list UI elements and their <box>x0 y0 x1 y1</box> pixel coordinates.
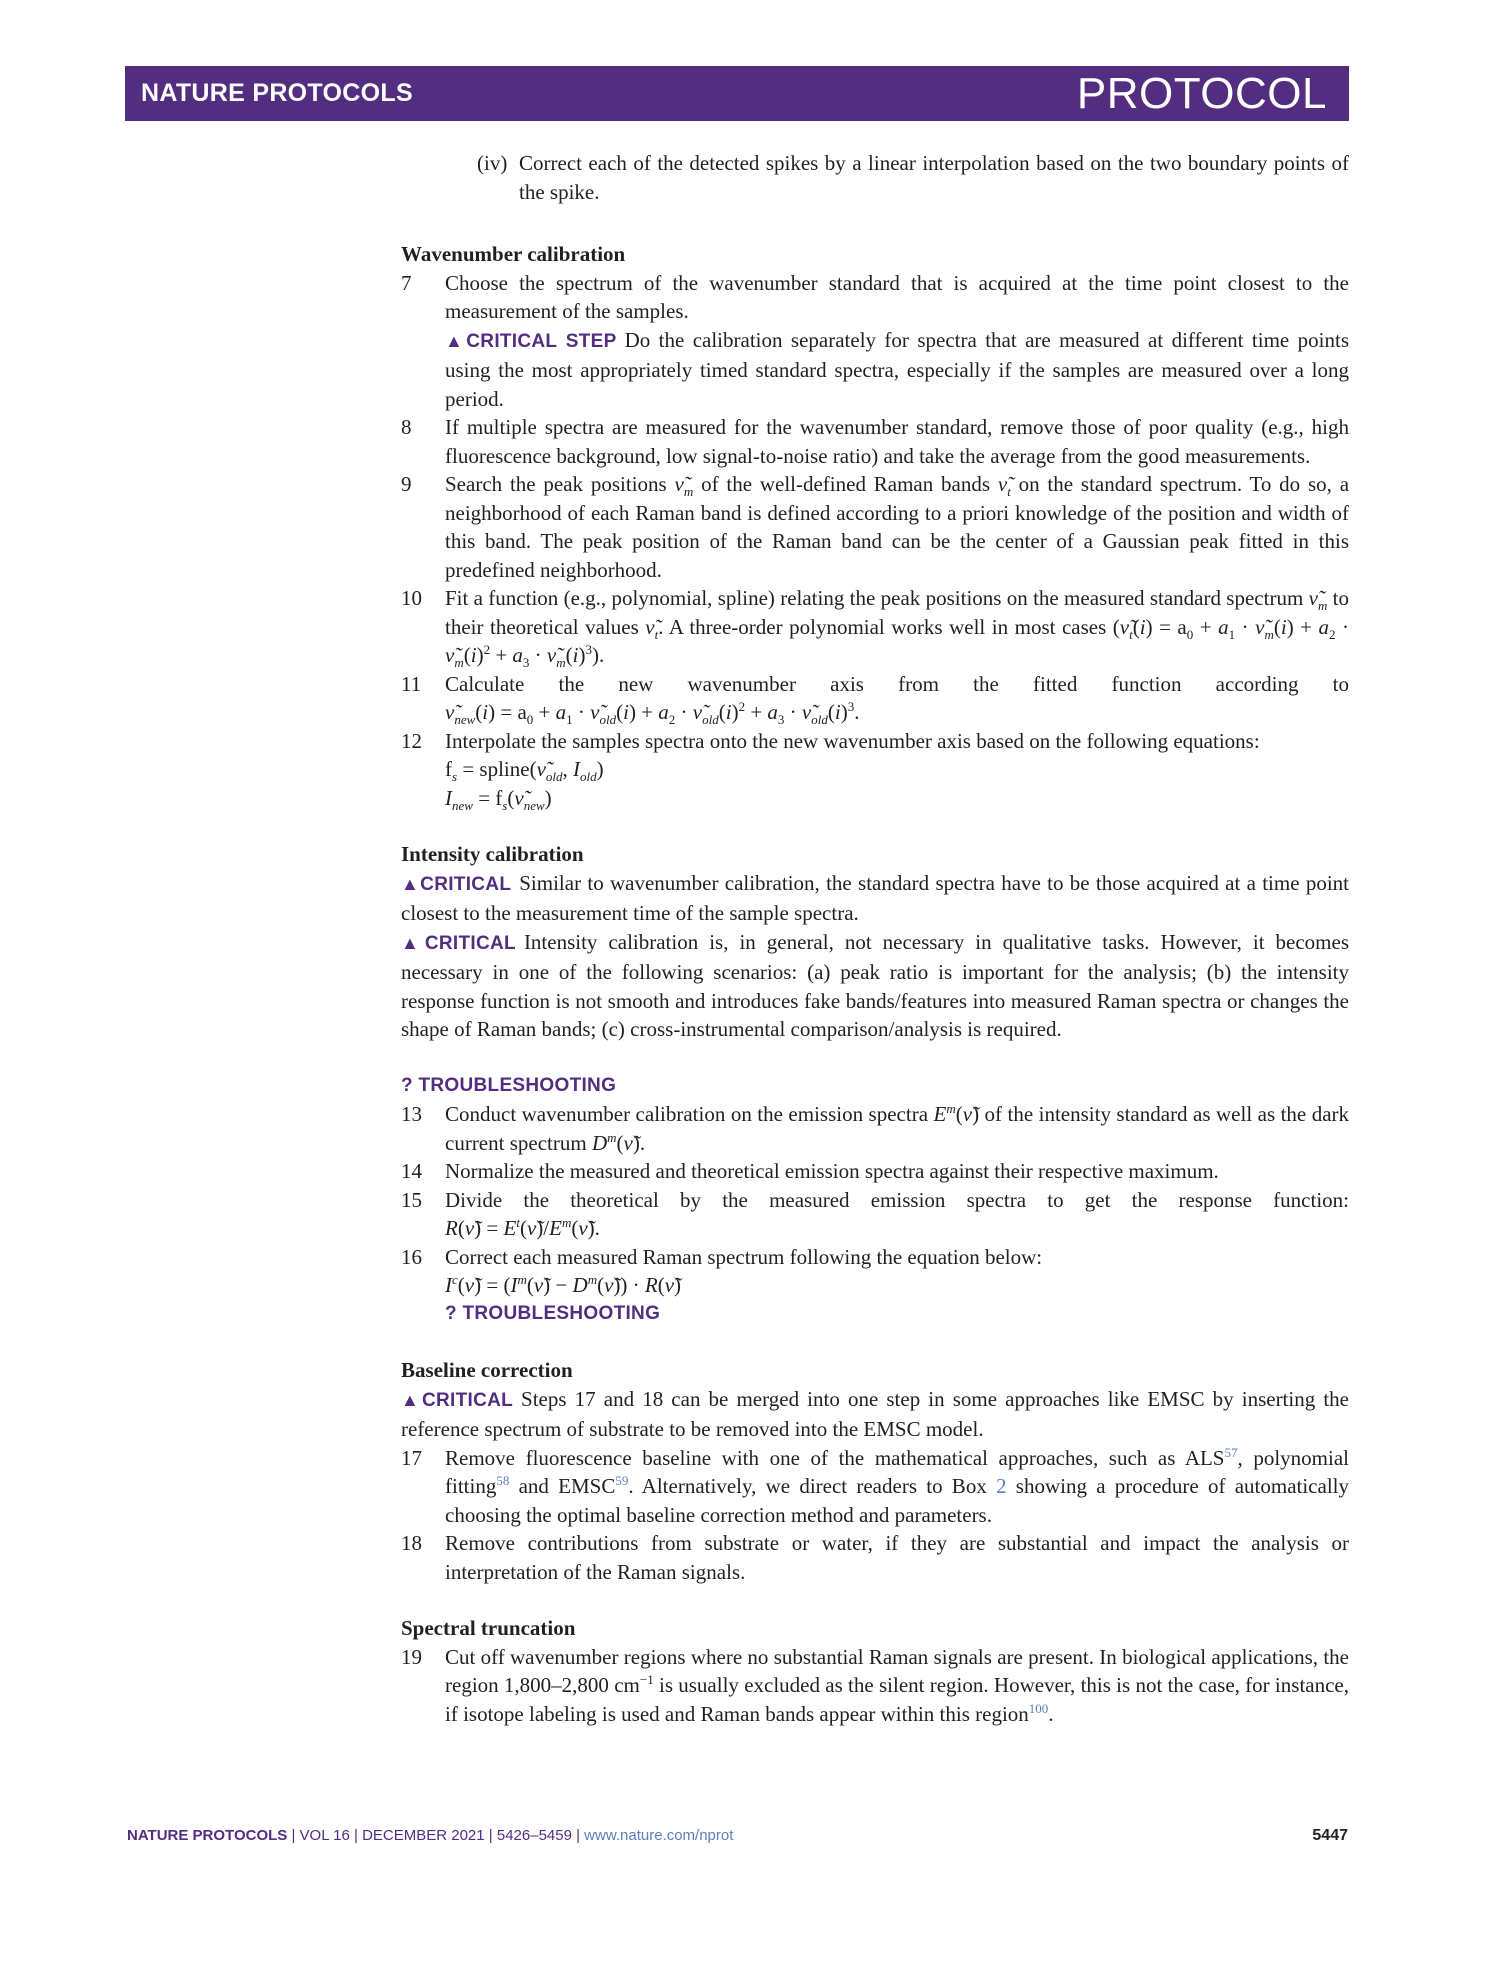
footer-issue-info: VOL 16 | DECEMBER 2021 | 5426–5459 | <box>299 1827 585 1844</box>
step-text: Cut off wavenumber regions where no substantial Raman signals are present. In biological applications, the region 1,800–2,800 $cm^{-1}$ is usually excluded as the silent region. However, this is not the case, for instance, if isotope labeling is used and Raman bands appear within this region$^{100}$. <box>445 1644 1349 1726</box>
section-title-wavenumber: Wavenumber calibration <box>401 242 626 266</box>
step-number: 16 <box>401 1244 422 1269</box>
step-text: Remove contributions from substrate or water, if they are substantial and impact the analysis or interpretation of the Raman signals. <box>445 1531 1349 1584</box>
article-type: PROTOCOL <box>1076 69 1327 118</box>
step-number: 17 <box>401 1445 422 1470</box>
step-14 <box>401 1157 1349 1186</box>
step-number: 19 <box>401 1644 422 1669</box>
step-text: If multiple spectra are measured for the wavenumber standard, remove those of poor quality (e.g., high fluorescence background, low signal-to-noise ratio) and take the average from the good measurements. <box>445 415 1349 468</box>
footer-url-link[interactable]: www.nature.com/nprot <box>584 1827 734 1844</box>
journal-name: NATURE PROTOCOLS <box>141 79 413 107</box>
citation-59[interactable]: 59 <box>615 1473 629 1488</box>
step-18 <box>401 1529 1349 1586</box>
citation-100[interactable]: 100 <box>1028 1700 1049 1716</box>
page-body <box>401 149 1349 1728</box>
step-13 <box>401 1100 1349 1157</box>
step-number: 13 <box>401 1102 422 1126</box>
step-19 <box>401 1643 1349 1729</box>
step-text: Normalize the measured and theoretical emission spectra against their respective maximum. <box>445 1159 1219 1183</box>
step-7 <box>401 269 1349 414</box>
warning-triangle-icon: ▲ <box>445 330 467 351</box>
correction-equation: $I^c(\nũ)$ = ($I^m(\nũ)$ − $D^m(\nũ)$) · R(ν̃) <box>445 1272 682 1297</box>
critical-label: ▲CRITICAL <box>401 873 512 895</box>
step-number: 10 <box>401 586 422 610</box>
section-title-truncation: Spectral truncation <box>401 1616 576 1640</box>
critical-label: ▲CRITICAL <box>401 1389 514 1411</box>
step-12 <box>401 727 1349 813</box>
interpolation-equation: $I_{new}$ = $f_s(\nũ_{new})$ <box>445 785 552 813</box>
step-15 <box>401 1186 1349 1243</box>
citation-57[interactable]: 57 <box>1224 1444 1238 1460</box>
step-number: 11 <box>401 671 422 696</box>
step-text: Correct each measured Raman spectrum following the equation below: <box>445 1244 1043 1269</box>
journal-header-bar <box>125 66 1349 121</box>
step-number: 8 <box>401 415 412 439</box>
troubleshooting-heading: ? TROUBLESHOOTING <box>401 1074 617 1096</box>
response-function-equation: R(ν̃) = $E^t(\nũ)/E^m(\nũ)$. <box>445 1215 600 1240</box>
step-text: Remove fluorescence baseline with one of the mathematical approaches, such as ALS$^{57}$, polynomial fitting$^{58}$ and EMSC$^{59}$. Alternatively, we direct readers to Box 2 showing a procedure of automatically choosing the optimal baseline correction method and parameters. <box>445 1444 1349 1527</box>
step-number: 14 <box>401 1159 422 1183</box>
warning-triangle-icon: ▲ <box>401 1389 422 1410</box>
polynomial-equation: ($\nũ_t(i) = a_0 + a_1$ · $\nũ_m(i) + a_2$ · $\nũ_m(i)^2 + a_3$ · $\nũ_m(i)^3$). <box>445 614 1350 671</box>
step-number: 18 <box>401 1531 422 1555</box>
step-17 <box>401 1444 1349 1530</box>
substep-text: Correct each of the detected spikes by a linear interpolation based on the two boundary points of the spike. <box>519 151 1349 204</box>
step-text: Conduct wavenumber calibration on the emission spectra $E^m(\nũ)$ of the intensity standard as well as the dark current spectrum $D^m(\nũ)$. <box>445 1101 1350 1155</box>
substep-label: (iv) <box>477 151 508 175</box>
troubleshooting-link: ? TROUBLESHOOTING <box>445 1302 661 1324</box>
step-16 <box>401 1243 1349 1329</box>
step-text: Calculate the new wavenumber axis from the fitted function according to <box>445 671 1349 696</box>
step-number: 12 <box>401 728 422 753</box>
footer-journal: NATURE PROTOCOLS <box>127 1827 288 1844</box>
new-axis-equation: $\nũ_{new}(i) = a_0 + a_1$ · $\nũ_{old}(i) + a_2$ · $\nũ_{old}(i)^2 + a_3$ · $\nũ_{old}(i)^3$. <box>445 699 860 728</box>
step-text: Choose the spectrum of the wavenumber standard that is acquired at the time point closest to the measurement of the samples. <box>445 270 1349 323</box>
critical-note-1: ▲CRITICAL Similar to wavenumber calibration, the standard spectra have to be those acquired at a time point closest to the measurement time of the sample spectra. <box>401 870 1349 925</box>
footer-divider: | <box>287 1827 300 1844</box>
page-footer <box>127 1827 733 1844</box>
box-2-link[interactable]: 2 <box>996 1474 1007 1498</box>
critical-step-note: ▲CRITICAL STEP Do the calibration separately for spectra that are measured at different time points using the most appropriately timed standard spectra, especially if the samples are measured over a long period. <box>445 327 1349 411</box>
critical-note-baseline: ▲CRITICAL Steps 17 and 18 can be merged into one step in some approaches like EMSC by inserting the reference spectrum of substrate to be removed into the EMSC model. <box>401 1386 1349 1441</box>
step-text: Search the peak positions $\nũ_m$ of the well-defined Raman bands $\nũ_t$ on the standard spectrum. To do so, a neighborhood of each Raman band is defined according to a priori knowledge of the position and width of this band. The peak position of the Raman band can be the center of a Gaussian peak fitted in this predefined neighborhood. <box>445 472 1350 582</box>
section-title-baseline: Baseline correction <box>401 1358 573 1382</box>
page-number: 5447 <box>1312 1827 1348 1844</box>
step-10 <box>401 584 1349 670</box>
step-number: 15 <box>401 1187 422 1212</box>
substep-iv <box>477 149 1349 206</box>
citation-58[interactable]: 58 <box>496 1473 510 1488</box>
step-text: Interpolate the samples spectra onto the new wavenumber axis based on the following equations: <box>445 728 1260 753</box>
step-9 <box>401 470 1349 584</box>
step-8 <box>401 413 1349 470</box>
step-text: Divide the theoretical by the measured emission spectra to get the response function: <box>445 1187 1349 1212</box>
warning-triangle-icon: ▲ <box>401 873 421 894</box>
step-number: 9 <box>401 472 412 496</box>
spline-equation: $f_s$ = $spline(\nũ_{old}$, $I_{old}$) <box>445 757 604 785</box>
critical-note-2: ▲CRITICAL Intensity calibration is, in general, not necessary in qualitative tasks. However, it becomes necessary in one of the following scenarios: (a) peak ratio is important for the analysis; (b) the intensity response function is not smooth and introduces fake bands/features into measured Raman spectra or changes the shape of Raman bands; (c) cross-instrumental comparison/analysis is required. <box>401 929 1349 1041</box>
step-number: 7 <box>401 270 412 295</box>
critical-label: ▲CRITICAL STEP <box>445 330 617 352</box>
step-11 <box>401 670 1349 727</box>
step-text: Fit a function (e.g., polynomial, spline) relating the peak positions on the measured standard spectrum $\nũ_m$ to their theoretical values $\nũ_t$. A three-order polynomial works well in most cases ($\nũ_t(i) = a_0 + a_1$ · $\nũ_m(i) + a_2$ · $\nũ_m(i)^2 + a_3$ · $\nũ_m(i)^3$). <box>445 586 1350 671</box>
warning-triangle-icon: ▲ <box>401 932 425 953</box>
section-title-intensity: Intensity calibration <box>401 842 584 866</box>
critical-label: ▲CRITICAL <box>401 932 516 954</box>
